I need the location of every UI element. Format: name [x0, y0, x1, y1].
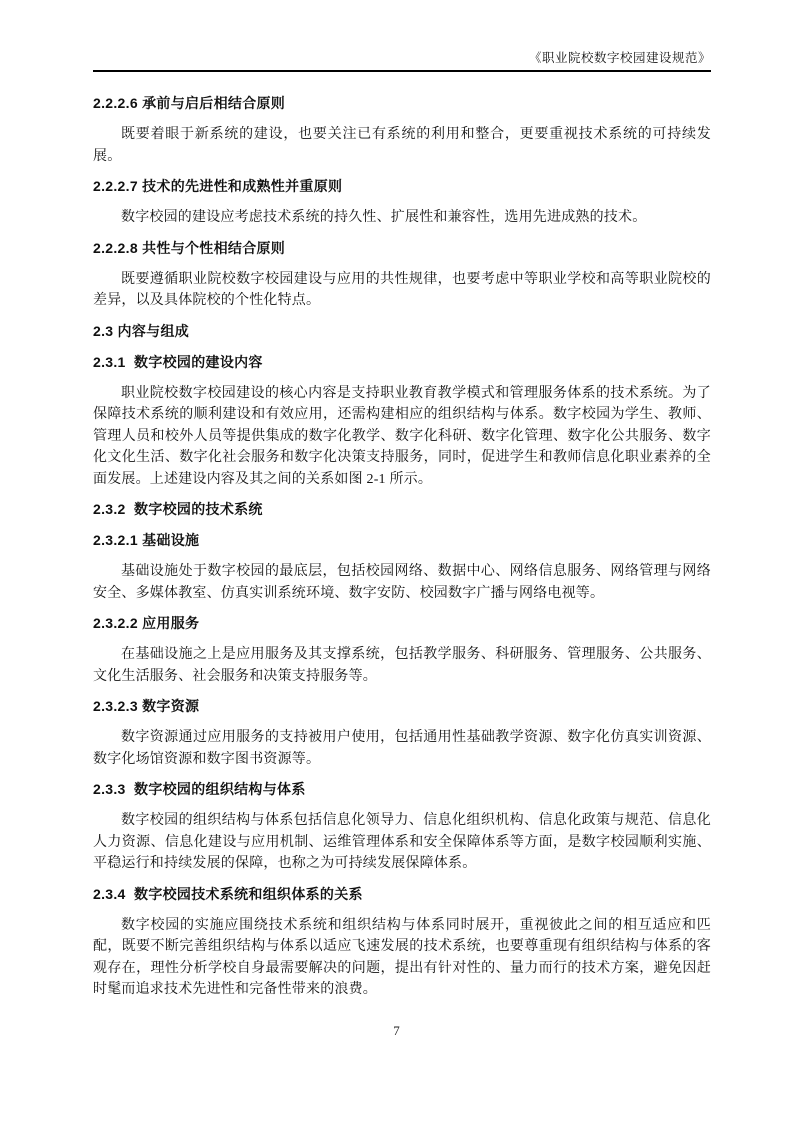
paragraph: 在基础设施之上是应用服务及其支撑系统，包括教学服务、科研服务、管理服务、公共服务、文化生活服务、社会服务和决策支持服务等。	[93, 647, 711, 684]
section-heading: 2.3 内容与组成	[93, 322, 190, 339]
page-content	[93, 84, 711, 1010]
page-number: 7	[393, 1023, 400, 1038]
paragraph: 职业院校数字校园建设的核心内容是支持职业教育教学模式和管理服务体系的技术系统。为了保障技术系统的顺利建设和有效应用，还需构建相应的组织结构与体系。数字校园为学生、教师、管理人员和校外人员等提供集成的数字化教学、数字化科研、数字化管理、数字化公共服务、数字化文化生活、数字化社会服务和数字化决策支持服务，同时，促进学生和教师信息化职业素养的全面发展。上述建设内容及其之间的关系如图 2-1 所示。	[93, 385, 711, 487]
paragraph: 数字校园的组织结构与体系包括信息化领导力、信息化组织机构、信息化政策与规范、信息化人力资源、信息化建设与应用机制、运维管理体系和安全保障体系等方面，是数字校园顺利实施、平稳运行和持续发展的保障，也称之为可持续发展保障体系。	[93, 813, 711, 871]
section-heading: 2.2.2.6 承前与启后相结合原则	[93, 95, 286, 111]
section-heading: 2.3.3 数字校园的组织结构与体系	[93, 781, 306, 797]
paragraph: 数字校园的建设应考虑技术系统的持久性、扩展性和兼容性，选用先进成熟的技术。	[121, 210, 647, 225]
page-header	[93, 50, 711, 72]
section-heading: 2.3.2 数字校园的技术系统	[93, 501, 263, 517]
section-heading: 2.3.1 数字校园的建设内容	[93, 353, 263, 370]
paragraph: 数字校园的实施应围绕技术系统和组织结构与体系同时展开，重视彼此之间的相互适应和匹配，既要不断完善组织结构与体系以适应飞速发展的技术系统，也要尊重现有组织结构与体系的客观存在，理性分析学校自身最需要解决的问题，提出有针对性的、量力而行的技术方案，避免因赶时髦而追求技术先进性和完备性带来的浪费。	[93, 917, 711, 997]
page-footer	[0, 1022, 793, 1040]
paragraph: 基础设施处于数字校园的最底层，包括校园网络、数据中心、网络信息服务、网络管理与网络安全、多媒体教室、仿真实训系统环境、数字安防、校园数字广播与网络电视等。	[93, 564, 711, 601]
section-heading: 2.2.2.7 技术的先进性和成熟性并重原则	[93, 178, 343, 194]
section-heading: 2.2.2.8 共性与个性相结合原则	[93, 239, 286, 256]
paragraph: 既要遵循职业院校数字校园建设与应用的共性规律，也要考虑中等职业学校和高等职业院校的差异，以及具体院校的个性化特点。	[93, 271, 711, 308]
document-title: 《职业院校数字校园建设规范》	[528, 51, 711, 65]
paragraph: 数字资源通过应用服务的支持被用户使用，包括通用性基础教学资源、数字化仿真实训资源、数字化场馆资源和数字图书资源等。	[93, 730, 711, 767]
section-heading: 2.3.2.2 应用服务	[93, 615, 200, 631]
section-heading: 2.3.4 数字校园技术系统和组织体系的关系	[93, 885, 363, 902]
paragraph: 既要着眼于新系统的建设，也要关注已有系统的利用和整合，更要重视技术系统的可持续发展。	[93, 127, 711, 164]
section-heading: 2.3.2.1 基础设施	[93, 532, 200, 548]
section-heading: 2.3.2.3 数字资源	[93, 698, 200, 714]
